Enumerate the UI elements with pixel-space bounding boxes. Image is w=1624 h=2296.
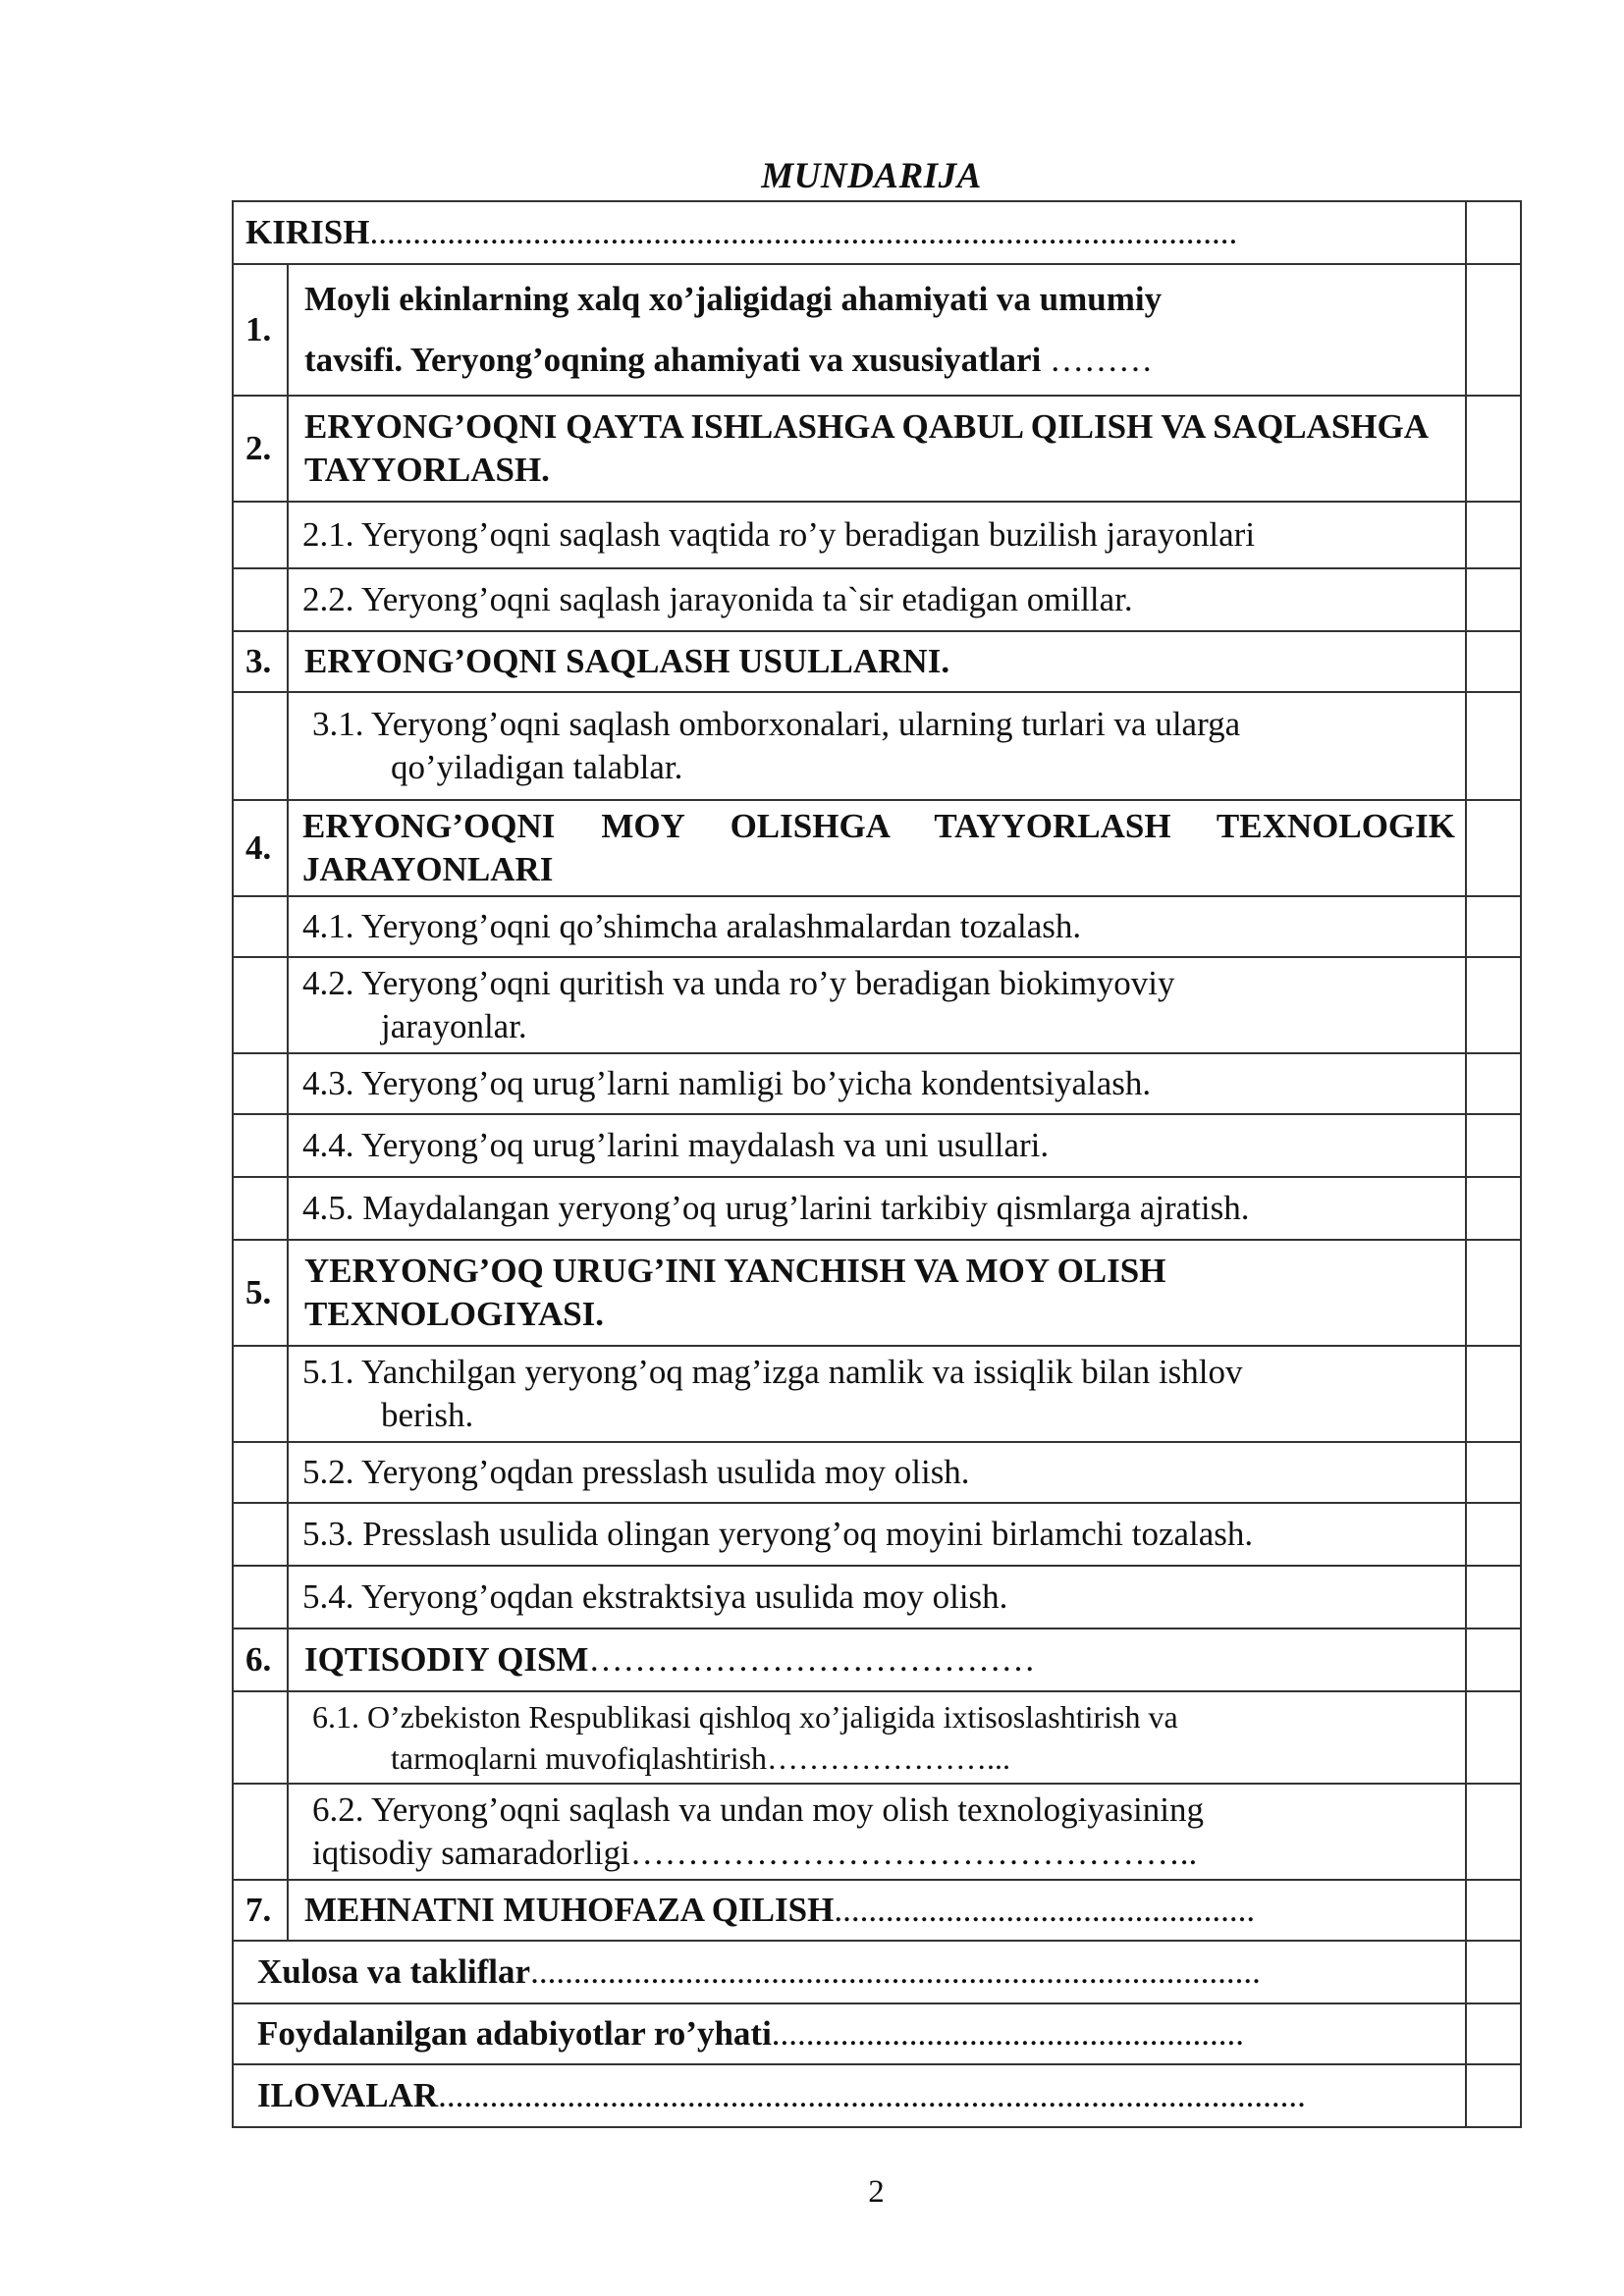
toc-label: IQTISODIY QISM [304, 1640, 589, 1679]
page-cell [1466, 957, 1521, 1053]
toc-text: 3.1. Yeryong’oqni saqlash omborxonalari, ularning turlari va ularga [312, 705, 1241, 743]
toc-row-3 [233, 631, 1521, 692]
toc-text: 4.5. Maydalangan yeryong’oq urug’larini tarkibiy qismlarga ajratish. [288, 1177, 1466, 1240]
toc-label: ILOVALAR [257, 2076, 439, 2114]
page-cell [1466, 396, 1521, 502]
page-number: 2 [868, 2174, 885, 2210]
page-cell [1466, 800, 1521, 896]
toc-row-4-1 [233, 896, 1521, 957]
toc-row-7 [233, 1880, 1521, 1941]
page-cell [1466, 1177, 1521, 1240]
page-cell [1466, 2064, 1521, 2127]
page-cell [1466, 1941, 1521, 2003]
page-cell [1466, 1114, 1521, 1177]
page-cell [1466, 568, 1521, 631]
toc-text: tarmoqlarni muvofiqlashtirish [391, 1740, 768, 1776]
page-title: MUNDARIJA [761, 156, 982, 196]
toc-text: ERYONG’OQNI SAQLASH USULLARNI. [288, 631, 1466, 692]
table-of-contents [232, 200, 1522, 2128]
section-number: 1. [233, 264, 288, 396]
page-cell [1466, 1346, 1521, 1442]
toc-text: 4.2. Yeryong’oqni quritish va unda ro’y beradigan biokimyoviy [302, 964, 1175, 1002]
toc-text: berish. [381, 1396, 474, 1434]
page-cell [1466, 1880, 1521, 1941]
toc-row-kirish [233, 201, 1521, 264]
section-number: 5. [233, 1240, 288, 1346]
toc-row-2 [233, 396, 1521, 502]
toc-row-5-4 [233, 1566, 1521, 1629]
toc-dots: ………………………………… [588, 1640, 1036, 1679]
toc-text: qo’yiladigan talablar. [391, 748, 683, 786]
page-cell [1466, 1053, 1521, 1114]
page-cell [1466, 692, 1521, 800]
toc-label: Xulosa va takliflar [257, 1952, 531, 1991]
toc-dots: ....................................................... [771, 2014, 1245, 2053]
page-cell [1466, 264, 1521, 396]
toc-text: 5.3. Presslash usulida olingan yeryong’oq moyini birlamchi tozalash. [288, 1503, 1466, 1566]
toc-row-5-2 [233, 1442, 1521, 1503]
toc-text: 5.4. Yeryong’oqdan ekstraktsiya usulida moy olish. [288, 1566, 1466, 1629]
toc-row-5-3 [233, 1503, 1521, 1566]
toc-row-xulosa [233, 1941, 1521, 2003]
toc-dots: ………………………………………….. [629, 1834, 1198, 1872]
page-cell [1466, 896, 1521, 957]
page-cell [1466, 1503, 1521, 1566]
toc-text: 4.1. Yeryong’oqni qo’shimcha aralashmalardan tozalash. [288, 896, 1466, 957]
toc-dots: ..................................................................................... [530, 1952, 1261, 1991]
toc-row-4-4 [233, 1114, 1521, 1177]
page-cell [1466, 1691, 1521, 1784]
page-cell [1466, 631, 1521, 692]
toc-row-6 [233, 1629, 1521, 1691]
page-cell [1466, 1240, 1521, 1346]
toc-row-5 [233, 1240, 1521, 1346]
toc-text: 4.3. Yeryong’oq urug’larni namligi bo’yicha kondentsiyalash. [288, 1053, 1466, 1114]
section-number: 6. [233, 1629, 288, 1691]
page-cell [1466, 1566, 1521, 1629]
page-cell [1466, 502, 1521, 568]
toc-row-6-2 [233, 1784, 1521, 1880]
toc-text: 2.2. Yeryong’oqni saqlash jarayonida ta`sir etadigan omillar. [288, 568, 1466, 631]
toc-row-4-5 [233, 1177, 1521, 1240]
toc-row-ilovalar [233, 2064, 1521, 2127]
toc-row-4-3 [233, 1053, 1521, 1114]
toc-dots: ..................................................................................................... [369, 213, 1238, 251]
toc-text: ERYONG’OQNI MOY OLISHGA TAYYORLASH TEXNOLOGIK JARAYONLARI [288, 800, 1466, 896]
toc-text: 2.1. Yeryong’oqni saqlash vaqtida ro’y beradigan buzilish jarayonlari [288, 502, 1466, 568]
page-cell [1466, 1629, 1521, 1691]
toc-dots: ……… [1041, 341, 1154, 379]
section-number: 2. [233, 396, 288, 502]
toc-row-2-1 [233, 502, 1521, 568]
page-cell [1466, 201, 1521, 264]
page-cell [1466, 1784, 1521, 1880]
toc-text: YERYONG’OQ URUG’INI YANCHISH VA MOY OLISH TEXNOLOGIYASI. [288, 1240, 1466, 1346]
toc-text: ERYONG’OQNI QAYTA ISHLASHGA QABUL QILISH VA SAQLASHGA TAYYORLASH. [288, 396, 1466, 502]
toc-text: Moyli ekinlarning xalq xo’jaligidagi ahamiyati va umumiy [304, 280, 1163, 318]
page-cell [1466, 2003, 1521, 2064]
toc-text: 6.1. O’zbekiston Respublikasi qishloq xo’jaligida ixtisoslashtirish va [312, 1699, 1178, 1735]
toc-row-6-1 [233, 1691, 1521, 1784]
toc-text: 5.1. Yanchilgan yeryong’oq mag’izga namlik va issiqlik bilan ishlov [302, 1353, 1243, 1391]
toc-text: jarayonlar. [381, 1007, 527, 1045]
toc-dots: …………………... [767, 1740, 1011, 1776]
toc-text: tavsifi. Yeryong’oqning ahamiyati va xususiyatlari [304, 341, 1042, 379]
toc-row-3-1 [233, 692, 1521, 800]
toc-row-1 [233, 264, 1521, 396]
toc-label: MEHNATNI MUHOFAZA QILISH [304, 1891, 835, 1929]
toc-row-5-1 [233, 1346, 1521, 1442]
toc-text: iqtisodiy samaradorligi [312, 1834, 630, 1872]
toc-row-adabiyotlar [233, 2003, 1521, 2064]
toc-text: 6.2. Yeryong’oqni saqlash va undan moy olish texnologiyasining [312, 1790, 1205, 1829]
toc-row-2-2 [233, 568, 1521, 631]
toc-row-4-2 [233, 957, 1521, 1053]
page-cell [1466, 1442, 1521, 1503]
toc-text: 5.2. Yeryong’oqdan presslash usulida moy olish. [288, 1442, 1466, 1503]
toc-label: Foydalanilgan adabiyotlar ro’yhati [257, 2014, 772, 2053]
section-number: 3. [233, 631, 288, 692]
toc-label: KIRISH [245, 213, 370, 251]
section-number: 7. [233, 1880, 288, 1941]
section-number: 4. [233, 800, 288, 896]
toc-row-4 [233, 800, 1521, 896]
toc-dots: ..................................................................................................... [438, 2076, 1306, 2114]
toc-text: 4.4. Yeryong’oq urug’larini maydalash va uni usullari. [288, 1114, 1466, 1177]
toc-dots: ................................................. [834, 1891, 1256, 1929]
